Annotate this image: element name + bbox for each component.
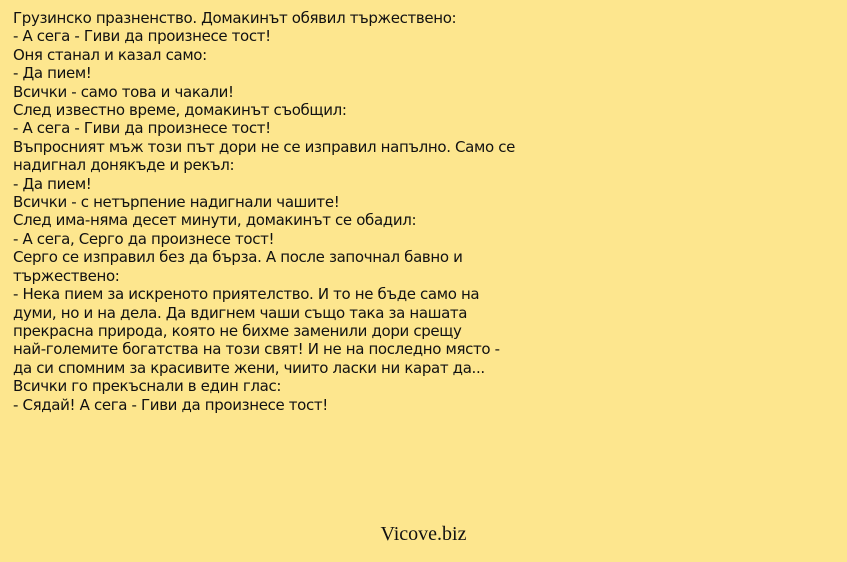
- joke-line: Оня станал и казал само:: [13, 45, 207, 64]
- joke-line: - Да пием!: [13, 64, 92, 83]
- joke-line: - Сядай! А сега - Гиви да произнесе тост!: [13, 395, 328, 414]
- joke-line: най-големите богатства на този свят! И не на последно място -: [13, 340, 500, 359]
- joke-line: - А сега, Серго да произнесе тост!: [13, 229, 275, 248]
- joke-line: да си спомним за красивите жени, чиито ласки ни карат да...: [13, 358, 485, 377]
- joke-line: думи, но и на дела. Да вдигнем чаши също така за нашата: [13, 303, 468, 322]
- joke-line: След има-няма десет минути, домакинът се обадил:: [13, 211, 417, 230]
- joke-line: - А сега - Гиви да произнесе тост!: [13, 119, 271, 138]
- joke-line: тържествено:: [13, 266, 120, 285]
- joke-line: надигнал донякъде и рекъл:: [13, 156, 235, 175]
- joke-line: Всички - с нетърпение надигнали чашите!: [13, 193, 340, 212]
- joke-line: - Нека пием за искреното приятелство. И то не бъде само на: [13, 285, 480, 304]
- joke-line: Грузинско празненство. Домакинът обявил тържествено:: [13, 9, 457, 27]
- site-watermark: Vicove.biz: [380, 523, 467, 545]
- joke-line: - Да пием!: [13, 174, 92, 193]
- joke-line: Серго се изправил без да бърза. А после започнал бавно и: [13, 248, 463, 267]
- joke-line: Всички - само това и чакали!: [13, 82, 234, 101]
- joke-line: След известно време, домакинът съобщил:: [13, 101, 347, 120]
- joke-line: Въпросният мъж този път дори не се изправил напълно. Само се: [13, 137, 515, 156]
- joke-text: [13, 9, 593, 414]
- joke-line: прекрасна природа, която не бихме заменили дори срещу: [13, 321, 462, 340]
- joke-line: - А сега - Гиви да произнесе тост!: [13, 27, 271, 46]
- joke-line: Всички го прекъснали в един глас:: [13, 377, 282, 396]
